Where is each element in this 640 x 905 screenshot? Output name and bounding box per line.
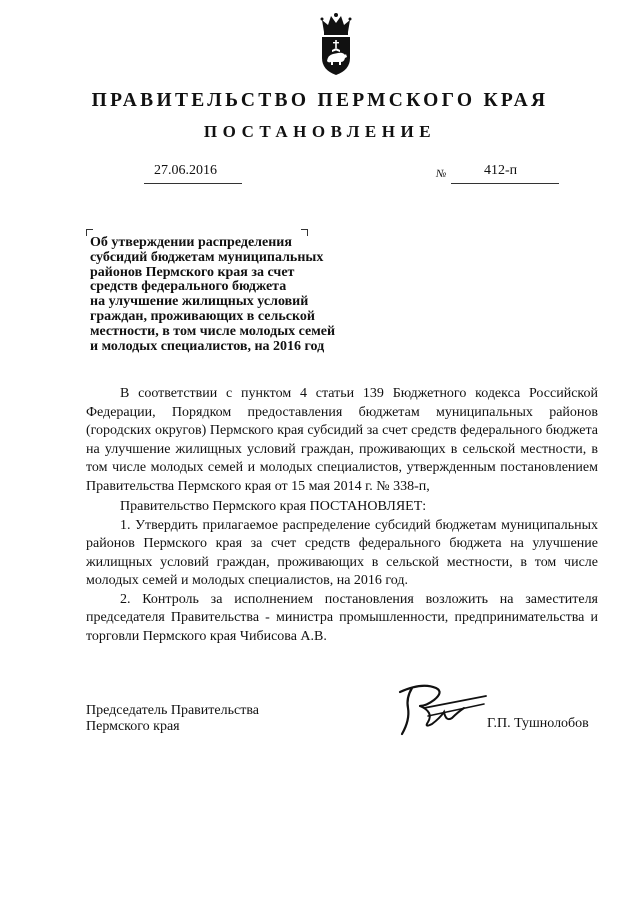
resolution-statement: Правительство Пермского края ПОСТАНОВЛЯЕТ: [120,499,427,514]
number-sign-label: № [436,168,447,180]
subject-line: Об утверждении распределения [90,235,292,250]
document-subject [90,236,350,354]
subject-line: районов Пермского края за счет [90,264,295,280]
signer-position [86,703,259,734]
subject-line: и молодых специалистов, на 2016 год [90,338,325,354]
subject-line: граждан, проживающих в сельской [90,308,315,324]
signer-position-line: Пермского края [86,718,180,734]
document-body [86,385,598,646]
clause-2-paragraph: 2. Контроль за исполнением постановления возложить на заместителя председателя Правительства - министра промышленности, предпринимательства и торговли Пермского края Чибисова А.В. [86,591,598,644]
document-number: 412-п [484,163,518,178]
document-date-field [144,163,242,184]
subject-line: местности, в том числе молодых семей [90,323,336,339]
document-number-field [451,163,559,184]
signer-name: Г.П. Тушнолобов [487,716,589,731]
perm-krai-coat-of-arms-icon [318,12,354,76]
subject-line: средств федерального бюджета [90,279,287,295]
clause-1-paragraph: 1. Утвердить прилагаемое распределение субсидий бюджетам муниципальных районов Пермского края за счет средств федерального бюджета на улучшение жилищных условий граждан, проживающих в сельской местности, в том числе молодых семей и молодых специалистов, на 2016 год. [86,517,598,588]
document-date: 27.06.2016 [154,163,217,178]
subject-line: на улучшение жилищных условий [90,294,309,310]
handwritten-signature-icon [394,678,490,740]
document-type-heading: ПОСТАНОВЛЕНИЕ [203,122,437,141]
subject-line: субсидий бюджетам муниципальных [90,249,324,265]
subject-corner-mark-right [301,229,308,236]
preamble-paragraph: В соответствии с пунктом 4 статьи 139 Бюджетного кодекса Российской Федерации, Порядком предоставления бюджетам муниципальных районов (городских округов) Пермского края субсидий за счет средств федерального бюджета на улучшение жилищных условий граждан, проживающих в сельской местности, в том числе молодых семей и молодых специалистов, утвержденным постановлением Правительства Пермского края от 15 мая 2014 г. № 338-п, [86,386,598,494]
signer-position-line: Председатель Правительства [86,703,259,718]
organization-title: ПРАВИТЕЛЬСТВО ПЕРМСКОГО КРАЯ [91,90,549,111]
